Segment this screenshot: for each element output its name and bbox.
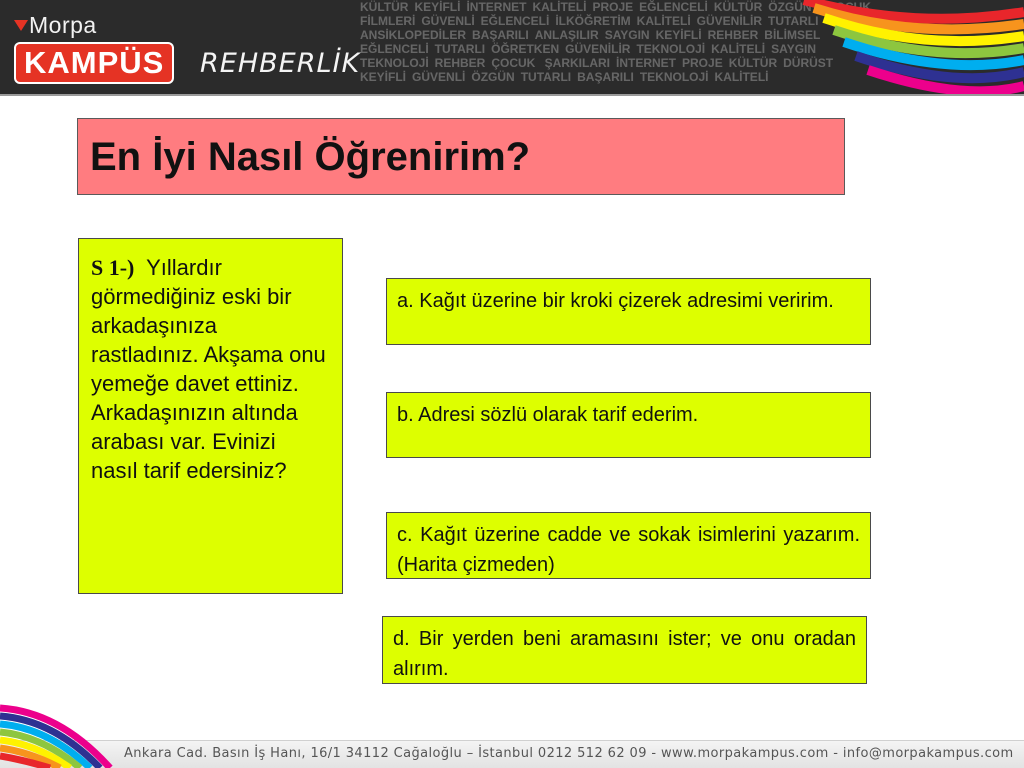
option-b[interactable]: b. Adresi sözlü olarak tarif ederim. — [386, 392, 871, 458]
question-box — [78, 238, 343, 594]
kampus-logo: KAMPÜS — [16, 44, 172, 82]
title-box — [77, 118, 845, 195]
rehberlik-logo: REHBERLİK — [200, 48, 361, 79]
footer-contact: Ankara Cad. Basın İş Hanı, 16/1 34112 Cağaloğlu – İstanbul 0212 512 62 09 - www.morpakampus.com - info@morpakampus.com — [124, 746, 1014, 761]
page-title: En İyi Nasıl Öğrenirim? — [90, 135, 531, 179]
footer-rainbow-stripes — [0, 698, 130, 768]
option-d[interactable]: d. Bir yerden beni aramasını ister; ve onu oradan alırım. — [382, 616, 867, 684]
question-paragraph — [91, 253, 328, 485]
header-rainbow-stripes — [764, 0, 1024, 96]
header-banner — [0, 0, 1024, 96]
option-a[interactable]: a. Kağıt üzerine bir kroki çizerek adresimi veririm. — [386, 278, 871, 345]
header-divider — [0, 94, 1024, 96]
question-text: Yıllardır görmediğiniz eski bir arkadaşınıza rastladınız. Akşama onu yemeğe davet ettiniz. Arkadaşınızın altında arabası var. Evinizi nasıl tarif edersiniz? — [91, 255, 326, 483]
header-word-collage: KÜLTÜR KEYİFLİ İNTERNET KALİTELİ PROJE EĞLENCELİ KÜLTÜR ÖZGÜN ÇOCUK FİLMLERİ GÜVENLİ EĞLENCELİ İLKÖĞRETİM KALİTELİ GÜVENİLİR TUTARLI ANSİKLOPEDİLER BAŞARILI ANLAŞILIR SAYGIN KEYİFLİ REHBER BİLİMSEL EĞLENCELİ TUTARLI ÖĞRETKEN GÜVENİLİR TEKNOLOJİ KALİTELİ SAYGIN TEKNOLOJİ REHBER ÇOCUK ŞARKILARI İNTERNET PROJE KÜLTÜR DÜRÜST KEYİFLİ GÜVENLİ ÖZGÜN TUTARLI BAŞARILI TEKNOLOJİ KALİTELİ — [360, 0, 871, 84]
question-label: S 1-) — [91, 255, 135, 280]
morpa-logo-text: Morpa — [29, 12, 97, 38]
option-c[interactable]: c. Kağıt üzerine cadde ve sokak isimlerini yazarım. (Harita çizmeden) — [386, 512, 871, 579]
morpa-logo — [14, 12, 97, 39]
morpa-mark-icon — [14, 20, 28, 31]
